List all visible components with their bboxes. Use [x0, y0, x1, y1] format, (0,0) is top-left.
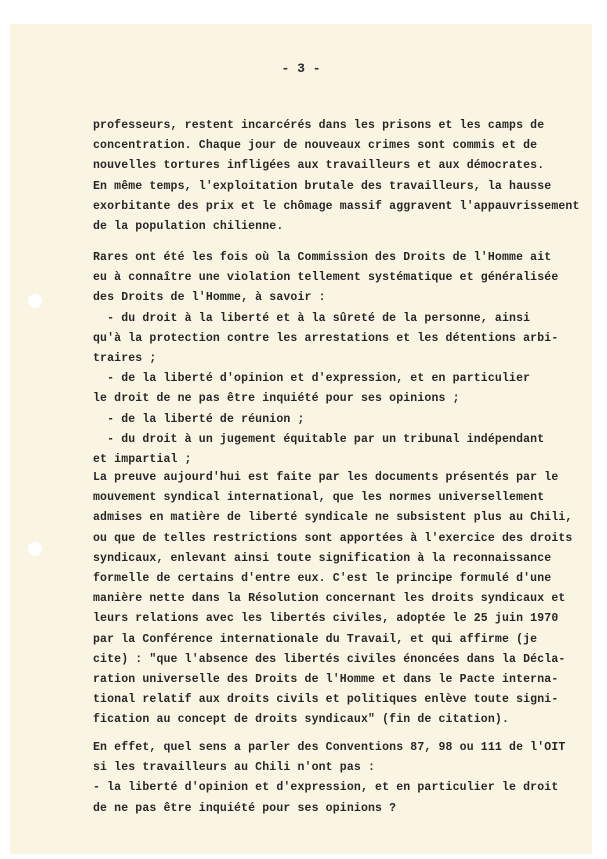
punch-hole — [28, 294, 42, 308]
page-number: - 3 - — [281, 61, 321, 76]
document-page — [10, 24, 592, 854]
paragraph-human-rights-violations: Rares ont été les fois où la Commission des Droits de l'Homme ait eu à connaître une violation tellement systématique et généralisée des Droits de l'Homme, à savoir : - du droit à la liberté et à la sûreté de la personne, ainsi qu'à la protection contre les arrestations et les détentions arbi- traires ; - de la liberté d'opinion et d'expression, et en particulier le droit de ne pas être inquiété pour ses opinions ; - de la liberté de réunion ; - du droit à un jugement équitable par un tribunal indépendant et impartial ; — [93, 251, 559, 467]
paragraph-trade-union-freedom: La preuve aujourd'hui est faite par les documents présentés par le mouvement syndical international, que les normes universellement admises en matière de liberté syndicale ne subsistent plus au Chili, ou que de telles restrictions sont apportées à l'exercice des droits syndicaux, enlevant ainsi toute signification à la reconnaissance formelle de certains d'entre eux. C'est le principe formulé d'une manière nette dans la Résolution concernant les droits syndicaux et leurs relations avec les libertés civiles, adoptée le 25 juin 1970 par la Conférence internationale du Travail, et qui affirme (je cite) : "que l'absence des libertés civiles énoncées dans la Décla- ration universelle des Droits de l'Homme et dans le Pacte interna- tional relatif aux droits civils et politiques enlève toute signi- fication au concept de droits syndicaux" (fin de citation). — [93, 471, 573, 727]
punch-hole — [28, 542, 42, 556]
paragraph-ilo-conventions: En effet, quel sens a parler des Conventions 87, 98 ou 111 de l'OIT si les travailleurs au Chili n'ont pas : - la liberté d'opinion et d'expression, et en particulier le droit de ne pas être inquiété pour ses opinions ? — [93, 741, 566, 815]
paragraph-repression: professeurs, restent incarcérés dans les prisons et les camps de concentration. Chaque jour de nouveaux crimes sont commis et de nouvelles tortures infligées aux travailleurs et aux démocrates. En même temps, l'exploitation brutale des travailleurs, la hausse exorbitante des prix et le chômage massif aggravent l'appauvrissement de la population chilienne. — [93, 119, 580, 234]
